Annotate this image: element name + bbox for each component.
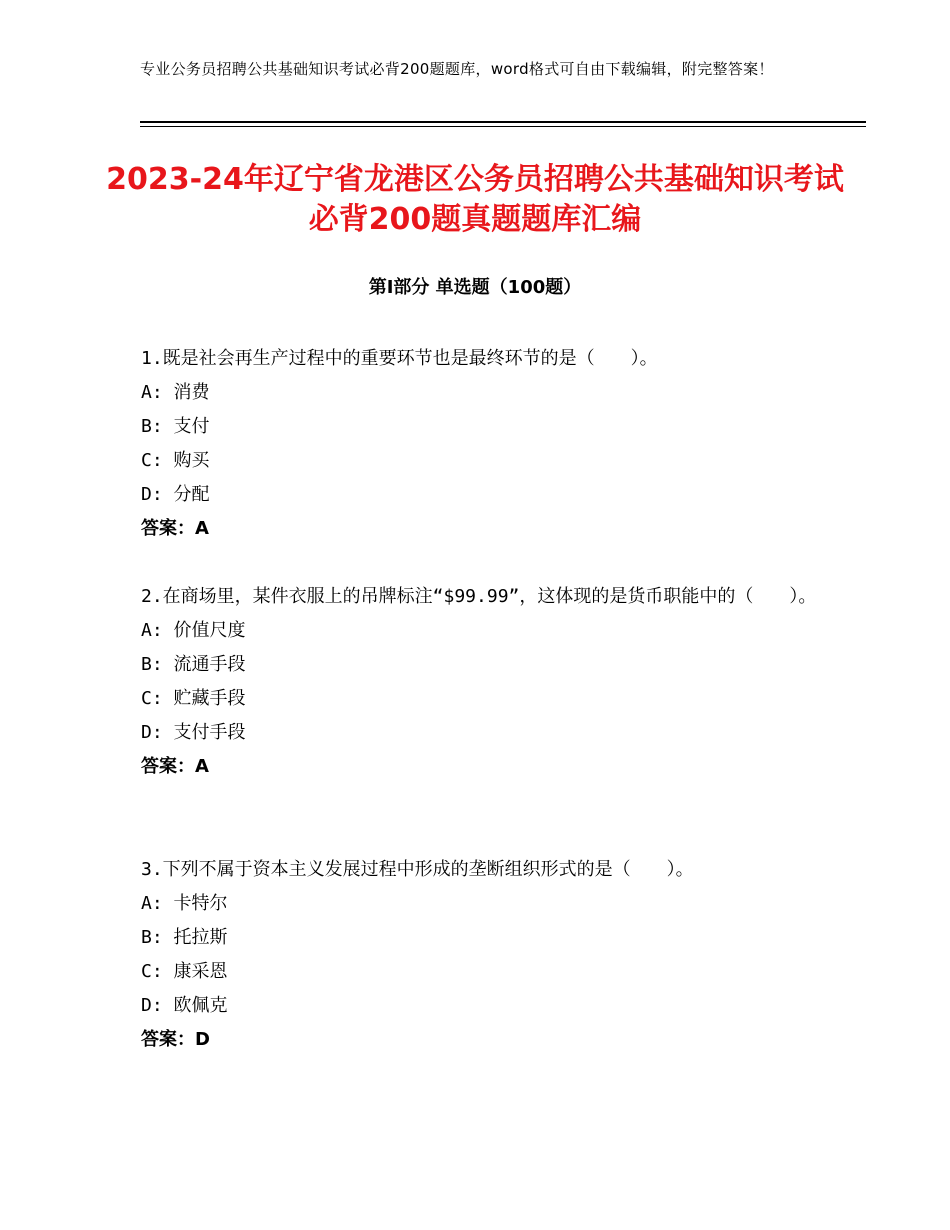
question-stem: 3.下列不属于资本主义发展过程中形成的垄断组织形式的是（ ）。 <box>141 859 694 880</box>
question-stem: 1.既是社会再生产过程中的重要环节也是最终环节的是（ ）。 <box>141 348 658 369</box>
header-note: 专业公务员招聘公共基础知识考试必背200题题库，word格式可自由下载编辑，附完整答案！ <box>140 60 774 78</box>
option-a: A: 消费 <box>141 382 210 403</box>
option-a: A: 价值尺度 <box>141 620 246 641</box>
option-b: B: 支付 <box>141 416 210 437</box>
option-d: D: 支付手段 <box>141 722 246 743</box>
question-1 <box>141 342 821 546</box>
document-title: 2023-24年辽宁省龙港区公务员招聘公共基础知识考试必背200题真题题库汇编 <box>106 162 844 237</box>
option-b: B: 托拉斯 <box>141 927 228 948</box>
question-3 <box>141 853 821 1057</box>
option-d: D: 欧佩克 <box>141 995 228 1016</box>
answer: 答案：A <box>141 518 209 539</box>
option-c: C: 贮藏手段 <box>141 688 246 709</box>
option-b: B: 流通手段 <box>141 654 246 675</box>
section-title: 第I部分 单选题（100题） <box>368 277 582 298</box>
option-d: D: 分配 <box>141 484 210 505</box>
header-rule-thick <box>140 121 866 123</box>
option-a: A: 卡特尔 <box>141 893 228 914</box>
header-rule-thin <box>140 126 866 127</box>
option-c: C: 购买 <box>141 450 210 471</box>
answer: 答案：A <box>141 756 209 777</box>
question-2 <box>141 580 821 784</box>
answer: 答案：D <box>141 1029 210 1050</box>
question-stem: 2.在商场里，某件衣服上的吊牌标注“$99.99”，这体现的是货币职能中的（ ）。 <box>141 586 817 607</box>
option-c: C: 康采恩 <box>141 961 228 982</box>
